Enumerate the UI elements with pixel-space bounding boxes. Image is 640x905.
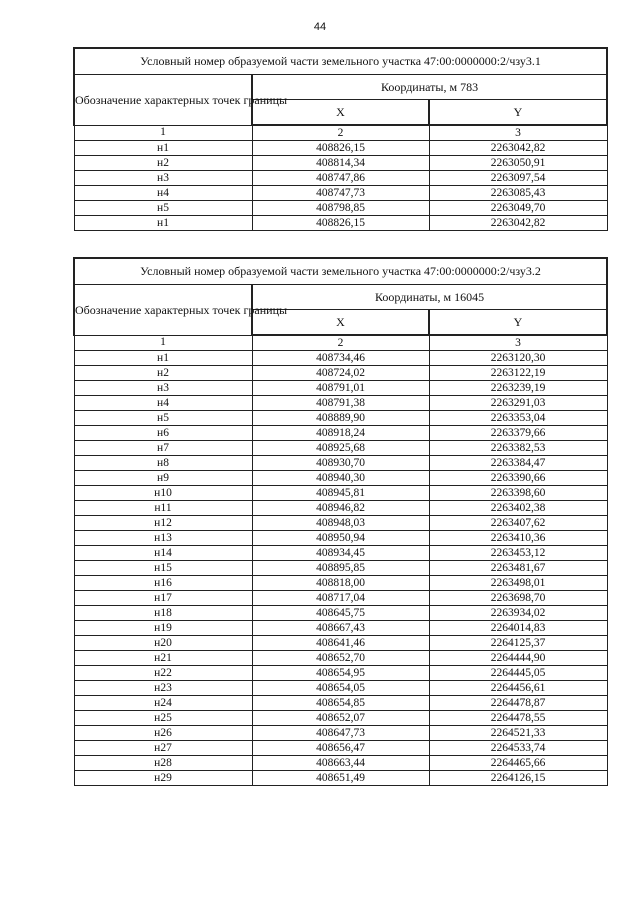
table-row [74, 531, 607, 546]
y-coordinate-cell: 2263934,02 [429, 606, 607, 621]
x-coordinate-cell: 408747,73 [252, 186, 429, 201]
x-coordinate-cell: 408656,47 [252, 741, 429, 756]
point-id-cell: н1 [74, 216, 252, 231]
point-id-cell: н5 [74, 201, 252, 216]
x-coordinate-cell: 408641,46 [252, 636, 429, 651]
x-column-header: X [252, 100, 429, 126]
x-coordinate-cell: 408647,73 [252, 726, 429, 741]
table-row [74, 711, 607, 726]
y-coordinate-cell: 2264445,05 [429, 666, 607, 681]
point-id-cell: н5 [74, 411, 252, 426]
x-coordinate-cell: 408654,95 [252, 666, 429, 681]
y-coordinate-cell: 2263453,12 [429, 546, 607, 561]
x-coordinate-cell: 408814,34 [252, 156, 429, 171]
table-row [74, 486, 607, 501]
table-row [74, 456, 607, 471]
y-column-header: Y [429, 310, 607, 336]
table-row [74, 186, 607, 201]
table-row [74, 426, 607, 441]
y-coordinate-cell: 2263120,30 [429, 351, 607, 366]
table-row [74, 396, 607, 411]
x-coordinate-cell: 408895,85 [252, 561, 429, 576]
x-coordinate-cell: 408747,86 [252, 171, 429, 186]
y-coordinate-cell: 2264478,55 [429, 711, 607, 726]
table-row [74, 216, 607, 231]
x-coordinate-cell: 408724,02 [252, 366, 429, 381]
table-row [74, 411, 607, 426]
x-coordinate-cell: 408667,43 [252, 621, 429, 636]
table-row [74, 366, 607, 381]
y-coordinate-cell: 2263239,19 [429, 381, 607, 396]
table-row [74, 651, 607, 666]
point-id-cell: н19 [74, 621, 252, 636]
point-id-cell: н8 [74, 456, 252, 471]
y-column-header: Y [429, 100, 607, 126]
table-row [74, 576, 607, 591]
y-coordinate-cell: 2264478,87 [429, 696, 607, 711]
y-coordinate-cell: 2263353,04 [429, 411, 607, 426]
table-row [74, 606, 607, 621]
y-coordinate-cell: 2263379,66 [429, 426, 607, 441]
x-coordinate-cell: 408734,46 [252, 351, 429, 366]
point-label-header: Обозначение характерных точек границы [74, 75, 252, 126]
table-row [74, 351, 607, 366]
point-id-cell: н6 [74, 426, 252, 441]
x-coordinate-cell: 408645,75 [252, 606, 429, 621]
y-coordinate-cell: 2264456,61 [429, 681, 607, 696]
point-id-cell: н12 [74, 516, 252, 531]
table-row [74, 471, 607, 486]
table-row [74, 666, 607, 681]
y-coordinate-cell: 2263122,19 [429, 366, 607, 381]
x-coordinate-cell: 408651,49 [252, 771, 429, 786]
table-row [74, 591, 607, 606]
coordinates-table-2 [73, 257, 608, 786]
x-coordinate-cell: 408717,04 [252, 591, 429, 606]
column-number: 2 [252, 335, 429, 351]
point-id-cell: н11 [74, 501, 252, 516]
y-coordinate-cell: 2263402,38 [429, 501, 607, 516]
point-id-cell: н21 [74, 651, 252, 666]
point-id-cell: н1 [74, 141, 252, 156]
page-number: 44 [313, 21, 327, 33]
x-coordinate-cell: 408826,15 [252, 141, 429, 156]
table-row [74, 741, 607, 756]
y-coordinate-cell: 2264014,83 [429, 621, 607, 636]
point-id-cell: н23 [74, 681, 252, 696]
column-number: 1 [74, 335, 252, 351]
x-coordinate-cell: 408663,44 [252, 756, 429, 771]
x-coordinate-cell: 408818,00 [252, 576, 429, 591]
table-row [74, 636, 607, 651]
y-coordinate-cell: 2263085,43 [429, 186, 607, 201]
point-id-cell: н4 [74, 186, 252, 201]
x-coordinate-cell: 408826,15 [252, 216, 429, 231]
coordinates-header: Координаты, м 783 [252, 75, 607, 100]
point-id-cell: н26 [74, 726, 252, 741]
column-number: 3 [429, 335, 607, 351]
column-number: 1 [74, 125, 252, 141]
x-coordinate-cell: 408652,07 [252, 711, 429, 726]
y-coordinate-cell: 2264125,37 [429, 636, 607, 651]
point-id-cell: н24 [74, 696, 252, 711]
table-row [74, 441, 607, 456]
y-coordinate-cell: 2263042,82 [429, 216, 607, 231]
point-id-cell: н20 [74, 636, 252, 651]
point-id-cell: н18 [74, 606, 252, 621]
x-coordinate-cell: 408946,82 [252, 501, 429, 516]
y-coordinate-cell: 2263049,70 [429, 201, 607, 216]
point-id-cell: н3 [74, 381, 252, 396]
y-coordinate-cell: 2263384,47 [429, 456, 607, 471]
point-id-cell: н1 [74, 351, 252, 366]
table-row [74, 771, 607, 786]
x-column-header: X [252, 310, 429, 336]
y-coordinate-cell: 2263481,67 [429, 561, 607, 576]
table-row [74, 501, 607, 516]
point-id-cell: н27 [74, 741, 252, 756]
point-id-cell: н9 [74, 471, 252, 486]
x-coordinate-cell: 408934,45 [252, 546, 429, 561]
column-number: 2 [252, 125, 429, 141]
point-id-cell: н10 [74, 486, 252, 501]
table-row [74, 381, 607, 396]
y-coordinate-cell: 2264444,90 [429, 651, 607, 666]
x-coordinate-cell: 408654,05 [252, 681, 429, 696]
y-coordinate-cell: 2264126,15 [429, 771, 607, 786]
y-coordinate-cell: 2263050,91 [429, 156, 607, 171]
point-id-cell: н22 [74, 666, 252, 681]
y-coordinate-cell: 2263097,54 [429, 171, 607, 186]
column-number: 3 [429, 125, 607, 141]
table-row [74, 726, 607, 741]
y-coordinate-cell: 2263498,01 [429, 576, 607, 591]
table-row [74, 756, 607, 771]
table-row [74, 516, 607, 531]
y-coordinate-cell: 2263698,70 [429, 591, 607, 606]
table-row [74, 156, 607, 171]
y-coordinate-cell: 2264533,74 [429, 741, 607, 756]
y-coordinate-cell: 2263291,03 [429, 396, 607, 411]
y-coordinate-cell: 2263398,60 [429, 486, 607, 501]
x-coordinate-cell: 408930,70 [252, 456, 429, 471]
point-id-cell: н13 [74, 531, 252, 546]
point-id-cell: н25 [74, 711, 252, 726]
table-title: Условный номер образуемой части земельного участка 47:00:0000000:2/чзу3.2 [74, 258, 607, 285]
table-title: Условный номер образуемой части земельного участка 47:00:0000000:2/чзу3.1 [74, 48, 607, 75]
coordinates-table-1 [73, 47, 608, 231]
y-coordinate-cell: 2263390,66 [429, 471, 607, 486]
x-coordinate-cell: 408791,01 [252, 381, 429, 396]
point-label-header: Обозначение характерных точек границы [74, 285, 252, 336]
point-id-cell: н2 [74, 156, 252, 171]
x-coordinate-cell: 408798,85 [252, 201, 429, 216]
table-row [74, 696, 607, 711]
point-id-cell: н4 [74, 396, 252, 411]
table-row [74, 201, 607, 216]
table-row [74, 621, 607, 636]
x-coordinate-cell: 408940,30 [252, 471, 429, 486]
x-coordinate-cell: 408948,03 [252, 516, 429, 531]
point-id-cell: н29 [74, 771, 252, 786]
table-row [74, 141, 607, 156]
point-id-cell: н15 [74, 561, 252, 576]
coordinates-header: Координаты, м 16045 [252, 285, 607, 310]
point-id-cell: н14 [74, 546, 252, 561]
point-id-cell: н3 [74, 171, 252, 186]
table-row [74, 561, 607, 576]
y-coordinate-cell: 2263407,62 [429, 516, 607, 531]
point-id-cell: н7 [74, 441, 252, 456]
y-coordinate-cell: 2264465,66 [429, 756, 607, 771]
point-id-cell: н16 [74, 576, 252, 591]
point-id-cell: н2 [74, 366, 252, 381]
table-row [74, 171, 607, 186]
y-coordinate-cell: 2263042,82 [429, 141, 607, 156]
x-coordinate-cell: 408918,24 [252, 426, 429, 441]
x-coordinate-cell: 408925,68 [252, 441, 429, 456]
x-coordinate-cell: 408654,85 [252, 696, 429, 711]
x-coordinate-cell: 408791,38 [252, 396, 429, 411]
x-coordinate-cell: 408950,94 [252, 531, 429, 546]
y-coordinate-cell: 2263410,36 [429, 531, 607, 546]
table-row [74, 681, 607, 696]
table-row [74, 546, 607, 561]
point-id-cell: н28 [74, 756, 252, 771]
y-coordinate-cell: 2264521,33 [429, 726, 607, 741]
x-coordinate-cell: 408652,70 [252, 651, 429, 666]
x-coordinate-cell: 408945,81 [252, 486, 429, 501]
x-coordinate-cell: 408889,90 [252, 411, 429, 426]
y-coordinate-cell: 2263382,53 [429, 441, 607, 456]
point-id-cell: н17 [74, 591, 252, 606]
